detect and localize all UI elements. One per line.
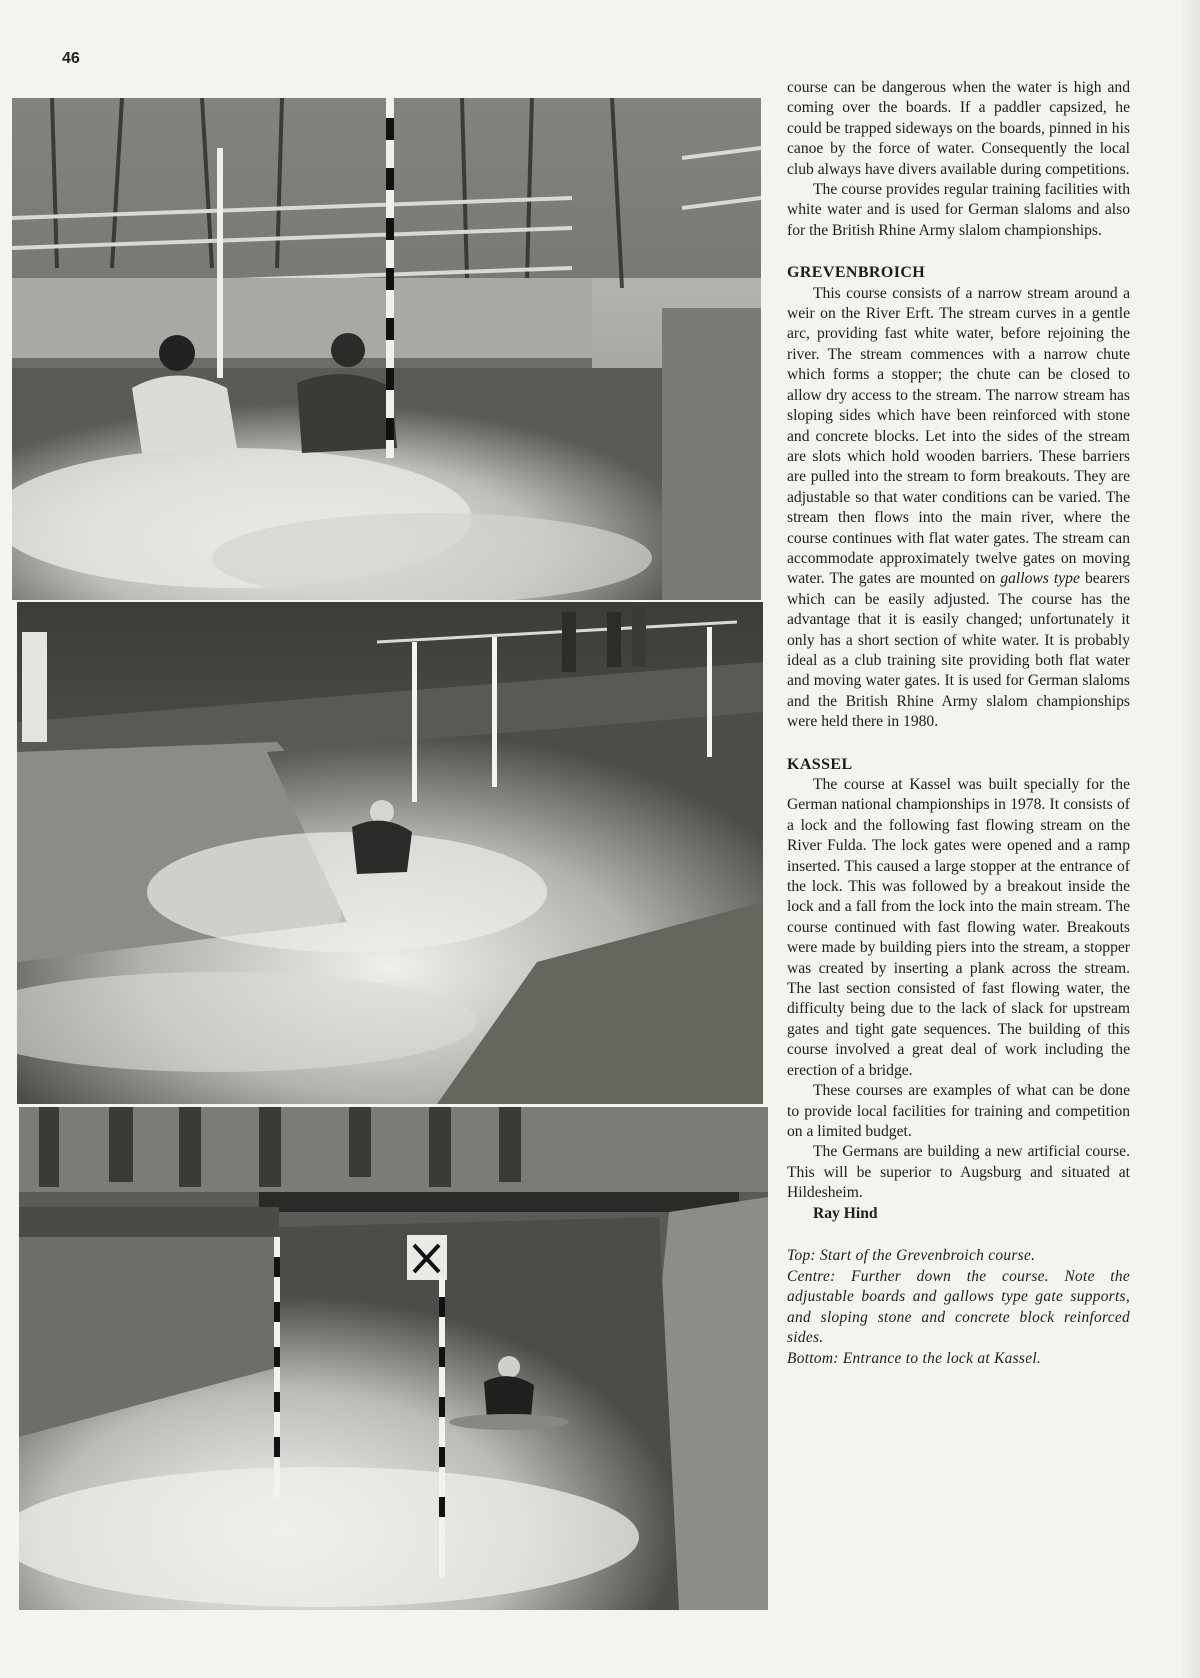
paragraph-text: bearers which can be easily adjusted. The course has the advantage that it is easily changed; unfortunately it only has a short section of white water. It is probably ideal as a club training site providing both flat water and moving water gates. It is used for German slaloms and the British Rhine Army slalom championships were held there in 1980. [787,570,1130,731]
caption-centre: Centre: Further down the course. Note the adjustable boards and gallows type gate supports, and sloping stone and concrete block reinforced sides. [787,1267,1130,1347]
page-edge-shadow [1180,0,1200,1678]
article-paragraph: course can be dangerous when the water is high and coming over the boards. If a paddler capsized, he could be trapped sideways on the boards, pinned in his canoe by the force of water. Consequently the local club always have divers available during competitions. [787,79,1130,178]
article-column [787,78,1130,1370]
article-paragraph [787,284,1130,733]
paragraph-text: This course consists of a narrow stream around a weir on the River Erft. The stream curves in a gentle arc, providing fast white water, before rejoining the river. The stream commences with a narrow chute which forms a stopper; the chute can be closed to allow dry access to the stream. The narrow stream has sloping sides which have been reinforced with stone and concrete blocks. Let into the sides of the stream are slots which hold wooden barriers. These barriers are pulled into the stream to form breakouts. They are adjustable so that water conditions can be varied. The stream then flows into the main river, where the course continues with flat water gates. The stream can accommodate approximately twelve gates on moving water. The gates are mounted on [787,284,1130,588]
article-paragraph: The course provides regular training facilities with white water and is used for German slaloms and also for the British Rhine Army slalom championships. [787,181,1130,239]
author-name: Ray Hind [813,1204,878,1222]
section-heading-grevenbroich: GREVENBROICH [787,264,926,282]
lock-entrance-photo [19,1107,768,1610]
page-number: 46 [62,50,80,67]
photo-captions [787,1246,1130,1370]
article-paragraph: The course at Kassel was built specially for the German national championships in 1978. It consists of a lock and the following fast flowing stream on the River Fulda. The lock gates were opened and a ramp inserted. This caused a large stopper at the entrance of the lock. This was followed by a breakout inside the lock and a fall from the lock into the main stream. The course continued with fast flowing water. Breakouts were made by building piers into the stream, a stopper was created by inserting a plank across the stream. The last section consisted of fast flowing water, the difficulty being due to the lack of slack for upstream gates and tight gate sequences. The building of this course involved a great deal of work including the erection of a bridge. [787,776,1130,1079]
caption-bottom: Bottom: Entrance to the lock at Kassel. [787,1349,1042,1367]
slalom-course-photo [17,602,763,1104]
slalom-paddler-photo [12,98,761,600]
italic-phrase: gallows type [1000,570,1080,588]
caption-top: Top: Start of the Grevenbroich course. [787,1246,1036,1264]
article-paragraph: These courses are examples of what can be done to provide local facilities for training and competition on a limited budget. [787,1082,1130,1140]
article-paragraph: The Germans are building a new artificial course. This will be superior to Augsburg and situated at Hildesheim. [787,1143,1130,1202]
section-heading-kassel: KASSEL [787,755,853,773]
